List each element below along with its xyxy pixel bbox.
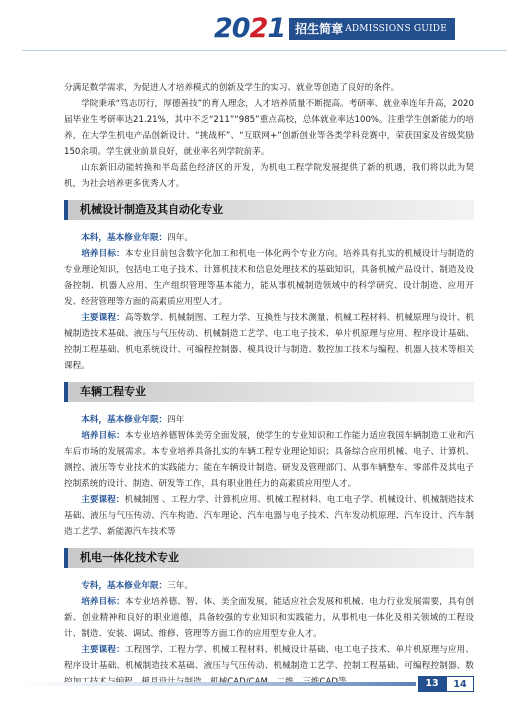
brand-title-cn: 招生简章 (295, 22, 344, 36)
section-accent (64, 200, 68, 220)
page-numbers (418, 676, 474, 692)
section-courses (64, 310, 474, 374)
footer-gradient-line (22, 682, 416, 686)
section-level (64, 578, 474, 594)
section-accent (64, 548, 68, 568)
section-title: 机电一体化技术专业 (80, 551, 179, 564)
course-label: 主要课程： (81, 645, 125, 655)
page-content (64, 80, 474, 690)
course-label: 主要课程： (81, 313, 125, 323)
goal-label: 培养目标： (81, 249, 125, 259)
section-level (64, 230, 474, 246)
level-label: 专科，基本修业年限： (81, 581, 168, 591)
section-header-mechanical (64, 200, 474, 220)
page-number-right: 14 (446, 676, 474, 692)
section-title: 机械设计制造及其自动化专业 (80, 203, 223, 216)
page-number-left: 13 (418, 676, 446, 692)
goal-text: 本专业培养德、智、体、美全面发展，能适应社会发展和机械、电力行业发展需要，具有创新、创业精神和良好的职业道德，具备较强的专业知识和实践能力，从事机电一体化及相关领域的工程设计、制造、安装、调试、维修、管理等方面工作的应用型专业人才。 (64, 597, 474, 639)
level-label: 本科，基本修业年限： (81, 233, 168, 243)
goal-label: 培养目标： (81, 597, 125, 607)
year-part-3: 1 (267, 13, 286, 44)
section-level (64, 412, 474, 428)
level-label: 本科，基本修业年限： (81, 415, 168, 425)
brand-title-en: ADMISSIONS GUIDE (345, 24, 447, 34)
course-text: 机械制图 、工程力学、计算机应用、机械工程材料、电工电子学、机械设计、机械制造技术基础、液压与气压传动、汽车构造、汽车理论、汽车电器与电子技术、汽车发动机原理、汽车设计、汽车制造工艺学、新能源汽车技术等 (64, 495, 474, 537)
brand-banner (214, 14, 455, 44)
section-goal (64, 594, 474, 642)
intro-paragraph-1: 分满足数学需求，为促进人才培养模式的创新及学生的实习、就业等创造了良好的条件。 (64, 83, 400, 93)
header-divider (22, 50, 507, 51)
section-header-mechatronics (64, 548, 474, 568)
section-goal (64, 428, 474, 492)
level-value: 四年 (167, 415, 185, 425)
goal-text: 本专业目前包含数字化加工和机电一体化两个专业方向。培养具有扎实的机械设计与制造的专业理论知识，包括电工电子技术、计算机技术和信息处理技术的基础知识，具备机械产品设计、制造及设备控制、机器人应用、生产组织管理等基本能力，能从事机械制造领域中的科学研究、设计制造、应用开发、经营管理等方面的高素质应用型人才。 (64, 249, 474, 307)
level-value: 四年。 (167, 233, 193, 243)
year-part-1: 20 (214, 13, 250, 44)
page-footer (0, 674, 529, 694)
section-title: 车辆工程专业 (80, 385, 146, 398)
level-value: 三年。 (167, 581, 193, 591)
section-accent (64, 382, 68, 402)
course-label: 主要课程： (81, 495, 125, 505)
course-text: 工程图学、工程力学、机械工程材料、机械设计基础、电工电子技术、单片机原理与应用、程序设计基础、机械制造技术基础、液压与气压传动、机械制造工艺学、控制工程基础、可编程控制器、数 (64, 645, 474, 671)
intro-paragraph-2: 学院秉承“笃志厉行，厚德善技”的育人理念，人才培养质量不断提高。考研率、就业率连年升高，2020届毕业生考研率达21.21%，其中不乏“211”“985”重点高校，总体就业率达100%。注重学生创新能力的培养，在大学生机电产品创新设计、“挑战杯”、“互联网+”创新创业等各类学科竞赛中，荣获国家及省级奖励150余项。学生就业前景良好，就业率名列学院前茅。 (64, 99, 474, 157)
brand-tag (289, 18, 455, 40)
section-goal (64, 246, 474, 310)
goal-label: 培养目标： (81, 431, 125, 441)
page-header (0, 0, 529, 56)
goal-text: 本专业培养德智体美劳全面发展，使学生的专业知识和工作能力适应我国车辆制造工业和汽车后市场的发展需求。本专业培养具备扎实的车辆工程专业理论知识；具备综合应用机械、电子、计算机、测控、液压等专业技术的实践能力；能在车辆设计制造、研发及管理部门、从事车辆整车、零部件及其电子控制系统的设计、制造、研发等工作，具有职业胜任力的高素质应用型人才。 (64, 431, 474, 489)
section-header-vehicle (64, 382, 474, 402)
course-text: 高等数学、机械制图、工程力学、互换性与技术测量、机械工程材料、机械原理与设计、机械制造技术基础、液压与气压传动、机械制造工艺学、电工电子技术、单片机原理与应用、程序设计基础、控制工程基础、机电系统设计、可编程控制器、模具设计与制造、数控加工技术与编程、机器人技术等相关课程。 (64, 313, 474, 371)
section-courses (64, 492, 474, 540)
year-part-2: 2 (249, 13, 268, 44)
intro-paragraph-3: 山东新旧动能转换和半岛蓝色经济区的开发，为机电工程学院发展提供了新的机遇，我们将以此为契机，为社会培养更多优秀人才。 (64, 163, 474, 189)
year-logo (214, 14, 285, 44)
